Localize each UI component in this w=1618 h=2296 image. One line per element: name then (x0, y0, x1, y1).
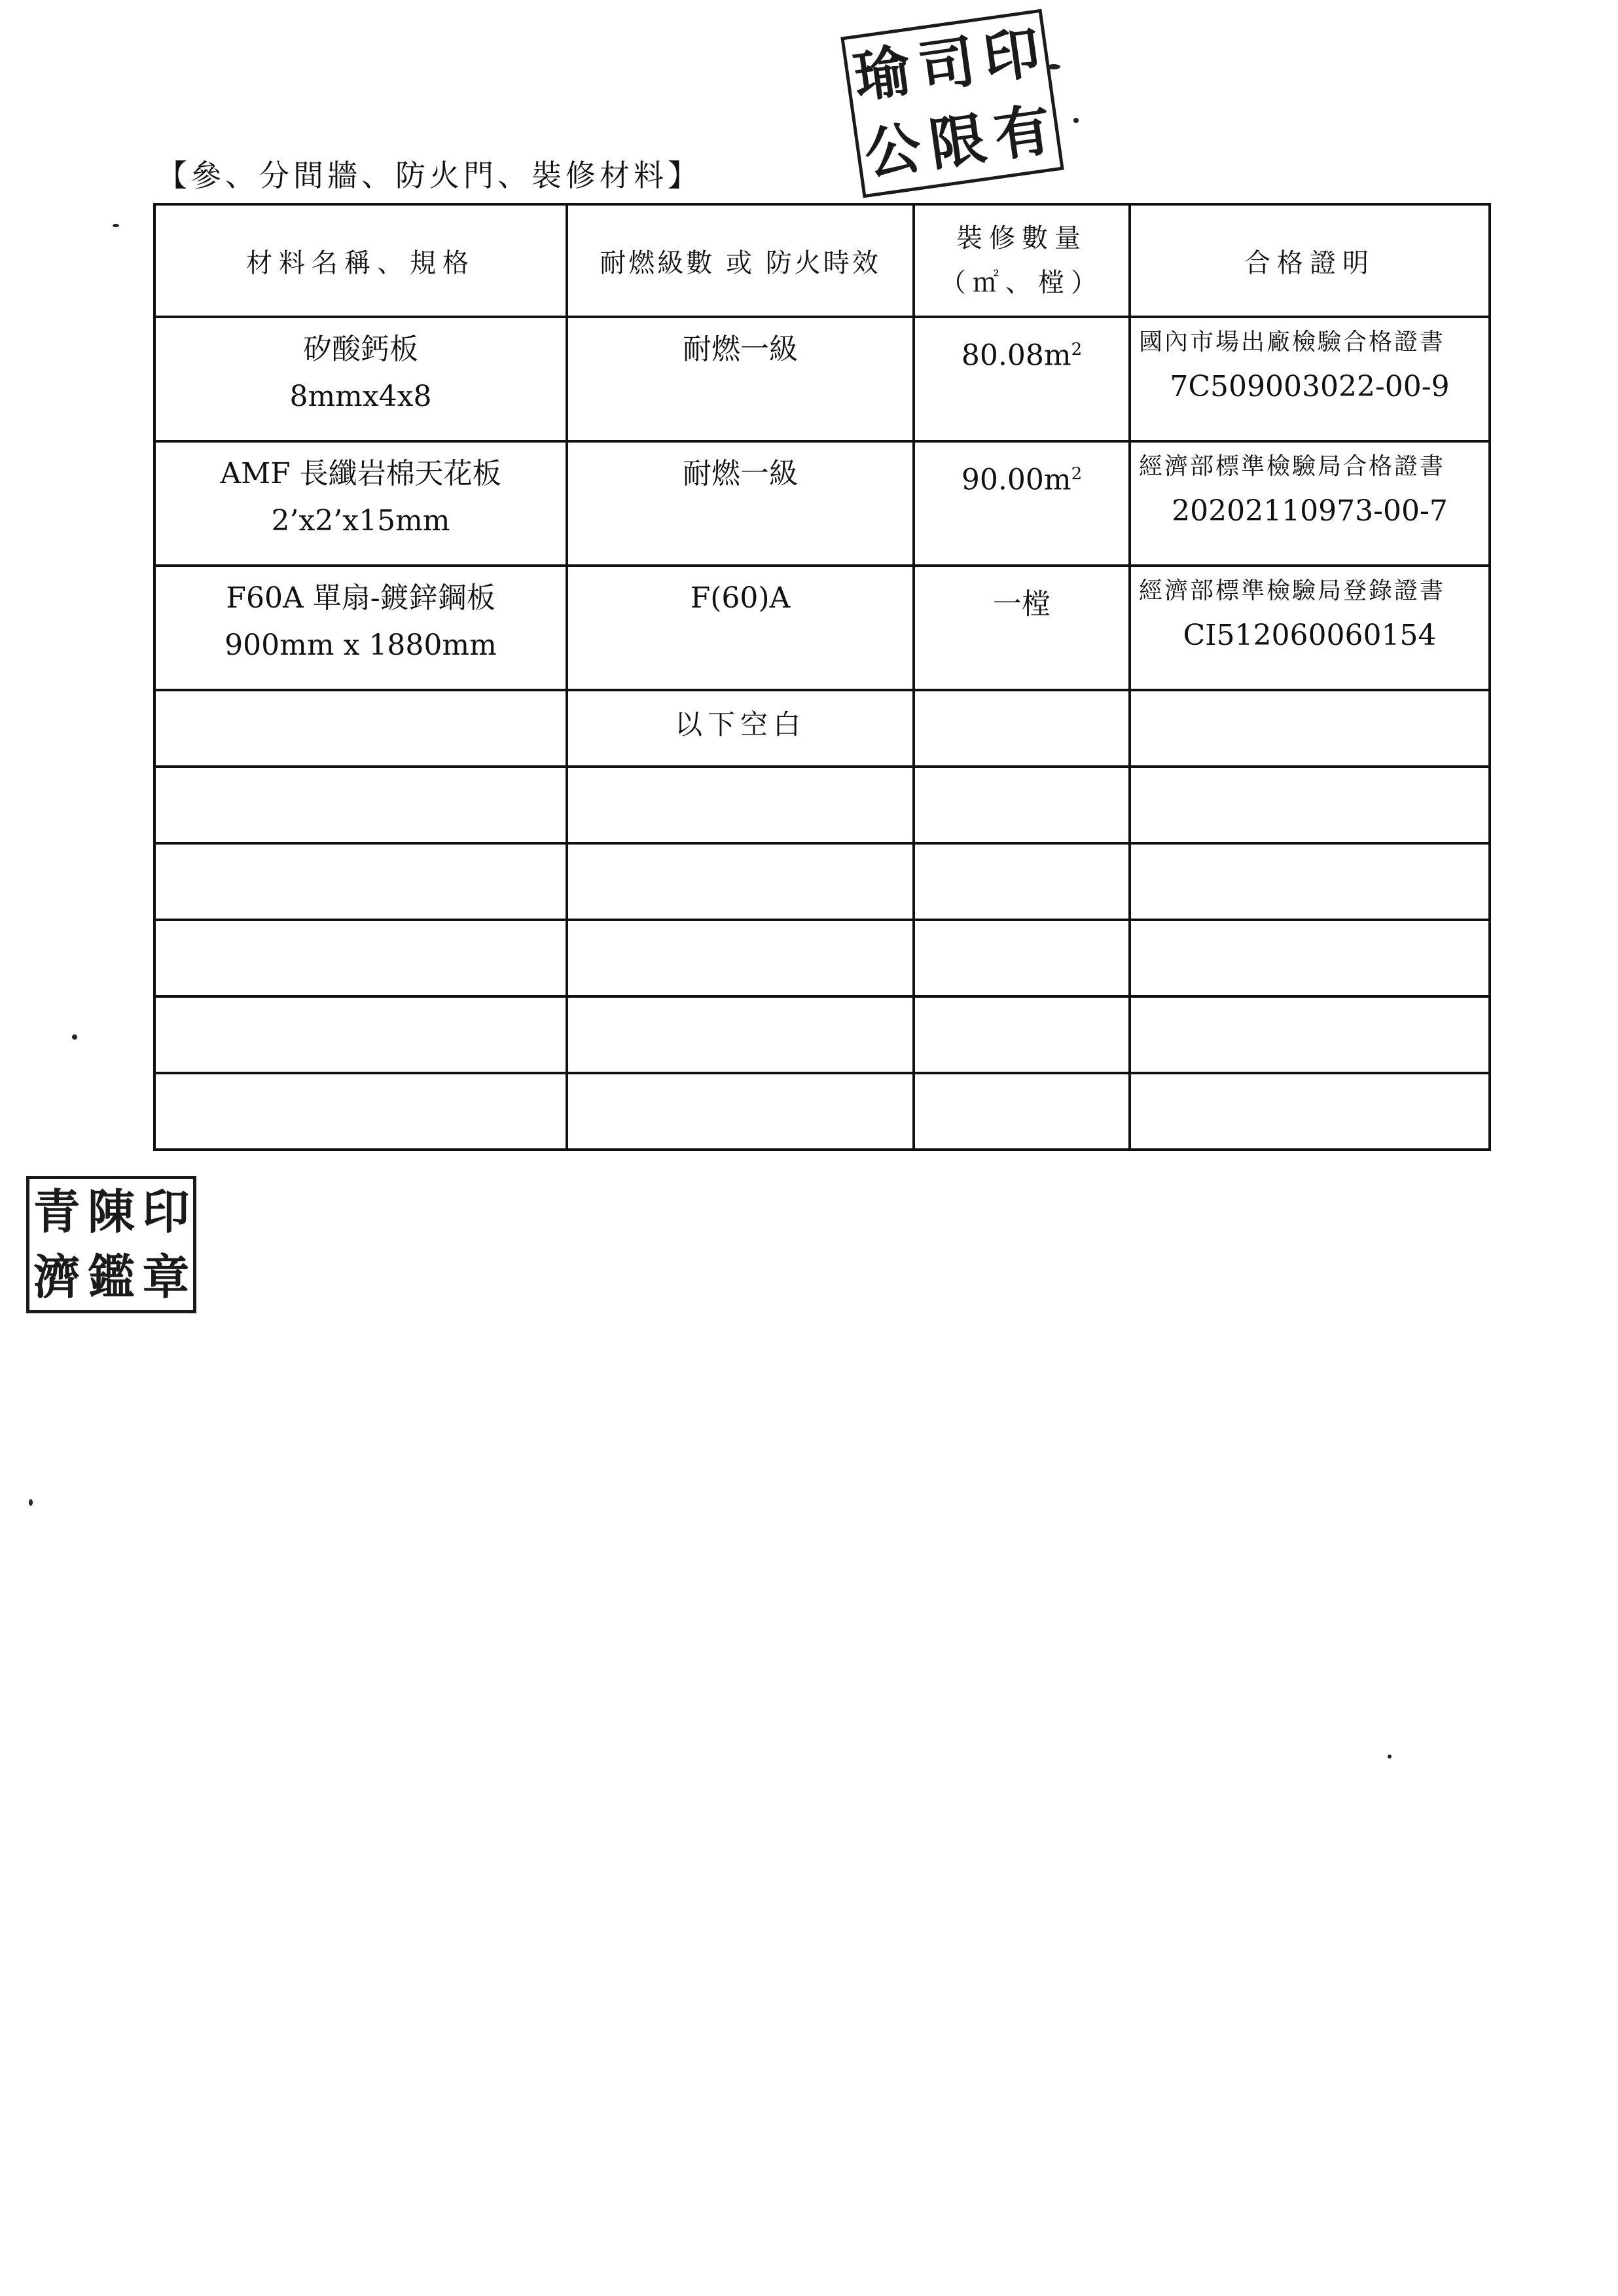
rating-cell (567, 317, 914, 441)
table-row-empty (154, 843, 1490, 920)
blank-note: 以下空白 (674, 708, 806, 740)
empty-cell (1130, 843, 1490, 920)
seal-char: 公 (860, 114, 926, 188)
seal-char: 青 (33, 1184, 81, 1239)
personal-seal-stamp (26, 1176, 196, 1313)
quantity-value: $80.08m^2$ (961, 338, 1083, 373)
empty-cell (567, 996, 914, 1073)
material-name: F60A 單扇-鍍鋅鋼板 (226, 581, 495, 615)
empty-cell (154, 996, 567, 1073)
empty-cell (1130, 920, 1490, 996)
quantity-value: 一樘 (993, 587, 1051, 621)
seal-char: 章 (142, 1249, 190, 1305)
empty-cell (1130, 1073, 1490, 1150)
empty-cell (154, 690, 567, 767)
seal-char: 濟 (33, 1249, 81, 1305)
header-quantity-line2: （㎡、樘） (940, 268, 1104, 298)
empty-cell (154, 767, 567, 843)
empty-cell (1130, 767, 1490, 843)
quantity-cell (914, 441, 1130, 566)
empty-cell (154, 920, 567, 996)
certificate-number: 7C509003022-00-9 (1170, 370, 1450, 403)
seal-char: 司 (914, 27, 980, 101)
material-spec: 900mm x 1880mm (225, 629, 497, 662)
empty-cell (914, 1073, 1130, 1150)
certificate-cell (1130, 441, 1490, 566)
empty-cell (1130, 996, 1490, 1073)
scan-speck (1047, 64, 1060, 69)
certificate-cell (1130, 317, 1490, 441)
empty-cell (914, 920, 1130, 996)
table-row-empty (154, 767, 1490, 843)
certificate-cell (1130, 566, 1490, 690)
scan-speck (1388, 1755, 1392, 1758)
seal-char: 限 (925, 105, 990, 179)
scan-speck (113, 224, 119, 227)
rating-cell (567, 566, 914, 690)
certificate-name: 國內市場出廠檢驗合格證書 (1139, 329, 1446, 355)
seal-char: 有 (990, 96, 1055, 170)
header-quantity (914, 204, 1130, 317)
empty-cell (567, 767, 914, 843)
table-row (154, 566, 1490, 690)
empty-cell (914, 996, 1130, 1073)
empty-cell (567, 843, 914, 920)
header-certificate: 合格證明 (1130, 204, 1490, 317)
certificate-number: CI512060060154 (1183, 619, 1437, 652)
empty-cell (1130, 690, 1490, 767)
seal-char: 印 (142, 1184, 190, 1239)
material-spec: 2’x2’x15mm (271, 504, 450, 538)
blank-note-cell (567, 690, 914, 767)
header-fire-rating: 耐燃級數 或 防火時效 (567, 204, 914, 317)
scan-speck (29, 1499, 33, 1506)
material-cell (154, 317, 567, 441)
scan-speck (1073, 118, 1079, 123)
fire-rating: 耐燃一級 (683, 457, 798, 490)
seal-char: 瑜 (850, 37, 915, 111)
seal-char: 陳 (87, 1184, 135, 1239)
materials-table (153, 203, 1491, 1151)
table-row (154, 317, 1490, 441)
table-row-empty (154, 996, 1490, 1073)
quantity-cell (914, 317, 1130, 441)
table-row (154, 441, 1490, 566)
company-seal-stamp (840, 9, 1064, 198)
table-row-empty (154, 1073, 1490, 1150)
empty-cell (914, 843, 1130, 920)
fire-rating: F(60)A (690, 581, 791, 615)
empty-cell (914, 690, 1130, 767)
empty-cell (154, 1073, 567, 1150)
quantity-value: $90.00m^2$ (961, 463, 1083, 497)
certificate-number: 20202110973-00-7 (1172, 494, 1448, 528)
empty-cell (567, 1073, 914, 1150)
quantity-cell (914, 566, 1130, 690)
seal-char: 鑑 (87, 1249, 135, 1305)
table-header-row (154, 204, 1490, 317)
certificate-name: 經濟部標準檢驗局合格證書 (1139, 453, 1446, 480)
header-material: 材料名稱、規格 (154, 204, 567, 317)
fire-rating: 耐燃一級 (683, 333, 798, 366)
material-spec: 8mmx4x8 (289, 380, 432, 413)
seal-char: 印 (979, 18, 1045, 92)
scan-speck (72, 1034, 77, 1040)
rating-cell (567, 441, 914, 566)
material-cell (154, 441, 567, 566)
empty-cell (914, 767, 1130, 843)
section-title: 【參、分間牆、防火門、裝修材料】 (157, 158, 702, 193)
certificate-name: 經濟部標準檢驗局登錄證書 (1139, 577, 1446, 604)
empty-cell (567, 920, 914, 996)
table-row-empty (154, 920, 1490, 996)
table-row-blank-note (154, 690, 1490, 767)
empty-cell (154, 843, 567, 920)
material-name: 矽酸鈣板 (303, 333, 418, 366)
material-name: AMF 長纖岩棉天花板 (220, 457, 501, 490)
header-quantity-line1: 裝修數量 (956, 223, 1087, 253)
material-cell (154, 566, 567, 690)
